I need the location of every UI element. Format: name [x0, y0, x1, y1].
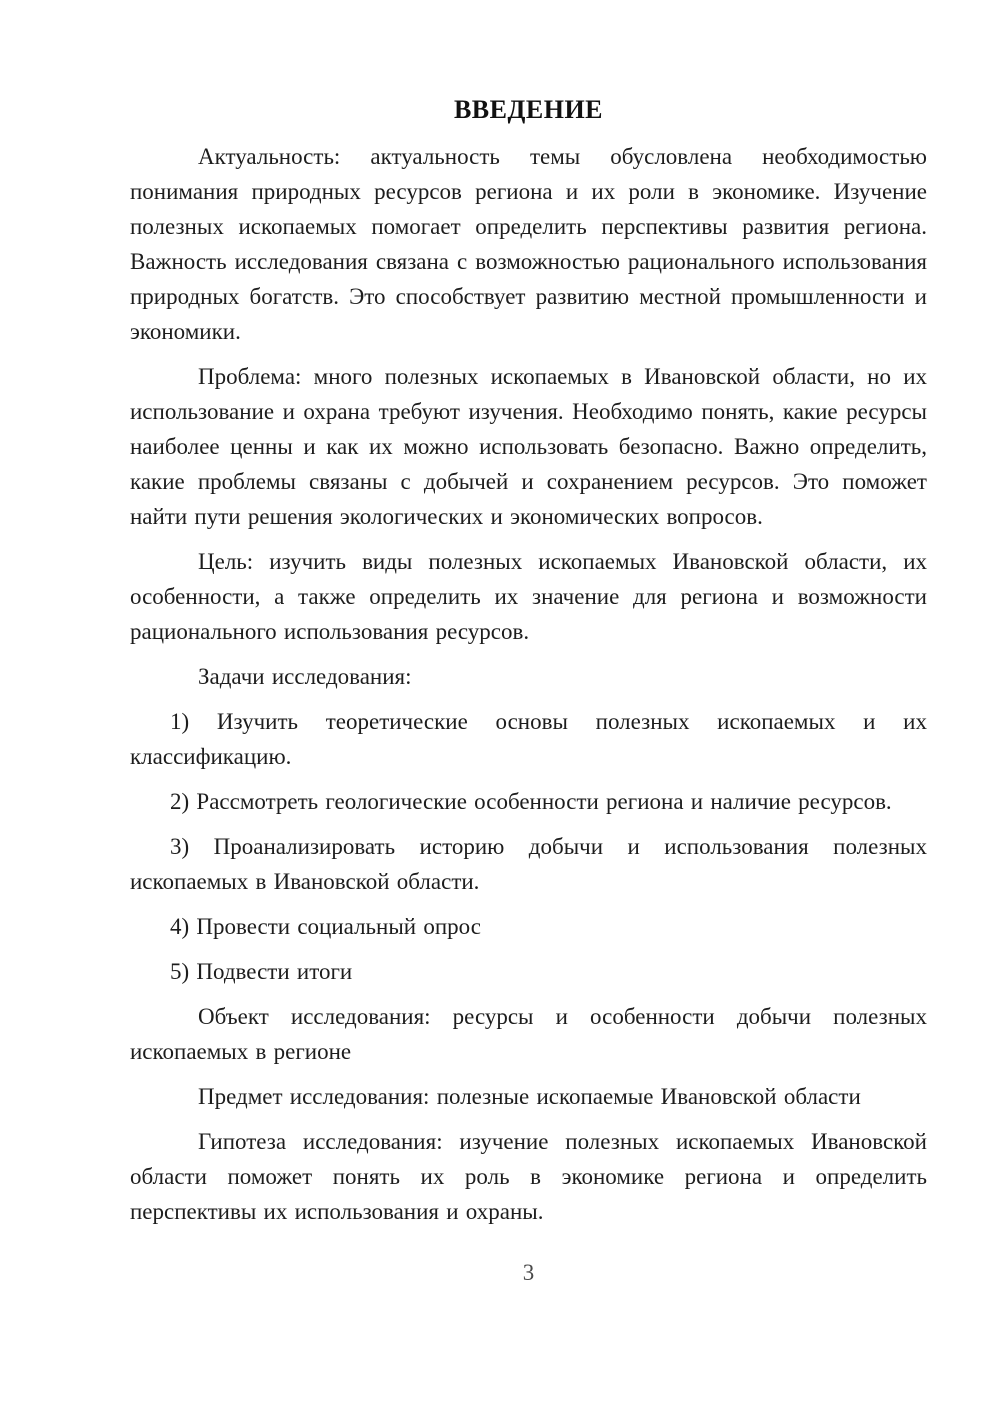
paragraph-problema: Проблема: много полезных ископаемых в Ивановской области, но их использование и охрана требуют изучения. Необходимо понять, какие ресурсы наиболее ценны и как их можно использовать безопасно. Важно определить, какие проблемы связаны с добычей и сохранением ресурсов. Это поможет найти пути решения экологических и экономических вопросов. — [130, 364, 927, 529]
task-item-1: 1) Изучить теоретические основы полезных ископаемых и их классификацию. — [130, 709, 927, 769]
task-item-4: 4) Провести социальный опрос — [170, 914, 481, 939]
paragraph-predmet: Предмет исследования: полезные ископаемые Ивановской области — [198, 1084, 861, 1109]
page-number: 3 — [522, 1260, 535, 1285]
paragraph-gipoteza: Гипотеза исследования: изучение полезных ископаемых Ивановской области поможет понять их роль в экономике региона и определить перспективы их использования и охраны. — [130, 1129, 927, 1224]
paragraph-zadachi-heading: Задачи исследования: — [198, 664, 412, 689]
paragraph-obekt: Объект исследования: ресурсы и особенности добычи полезных ископаемых в регионе — [130, 1004, 927, 1064]
task-item-3: 3) Проанализировать историю добычи и использования полезных ископаемых в Ивановской области. — [130, 834, 927, 894]
task-item-5: 5) Подвести итоги — [170, 959, 353, 984]
paragraph-aktualnost: Актуальность: актуальность темы обусловлена необходимостью понимания природных ресурсов региона и их роли в экономике. Изучение полезных ископаемых помогает определить перспективы развития региона. Важность исследования связана с возможностью рационального использования природных богатств. Это способствует развитию местной промышленности и экономики. — [130, 144, 927, 344]
paragraph-tsel: Цель: изучить виды полезных ископаемых Ивановской области, их особенности, а также определить их значение для региона и возможности рационального использования ресурсов. — [130, 549, 927, 644]
task-item-2: 2) Рассмотреть геологические особенности региона и наличие ресурсов. — [170, 789, 892, 814]
section-title: ВВЕДЕНИЕ — [453, 95, 604, 124]
